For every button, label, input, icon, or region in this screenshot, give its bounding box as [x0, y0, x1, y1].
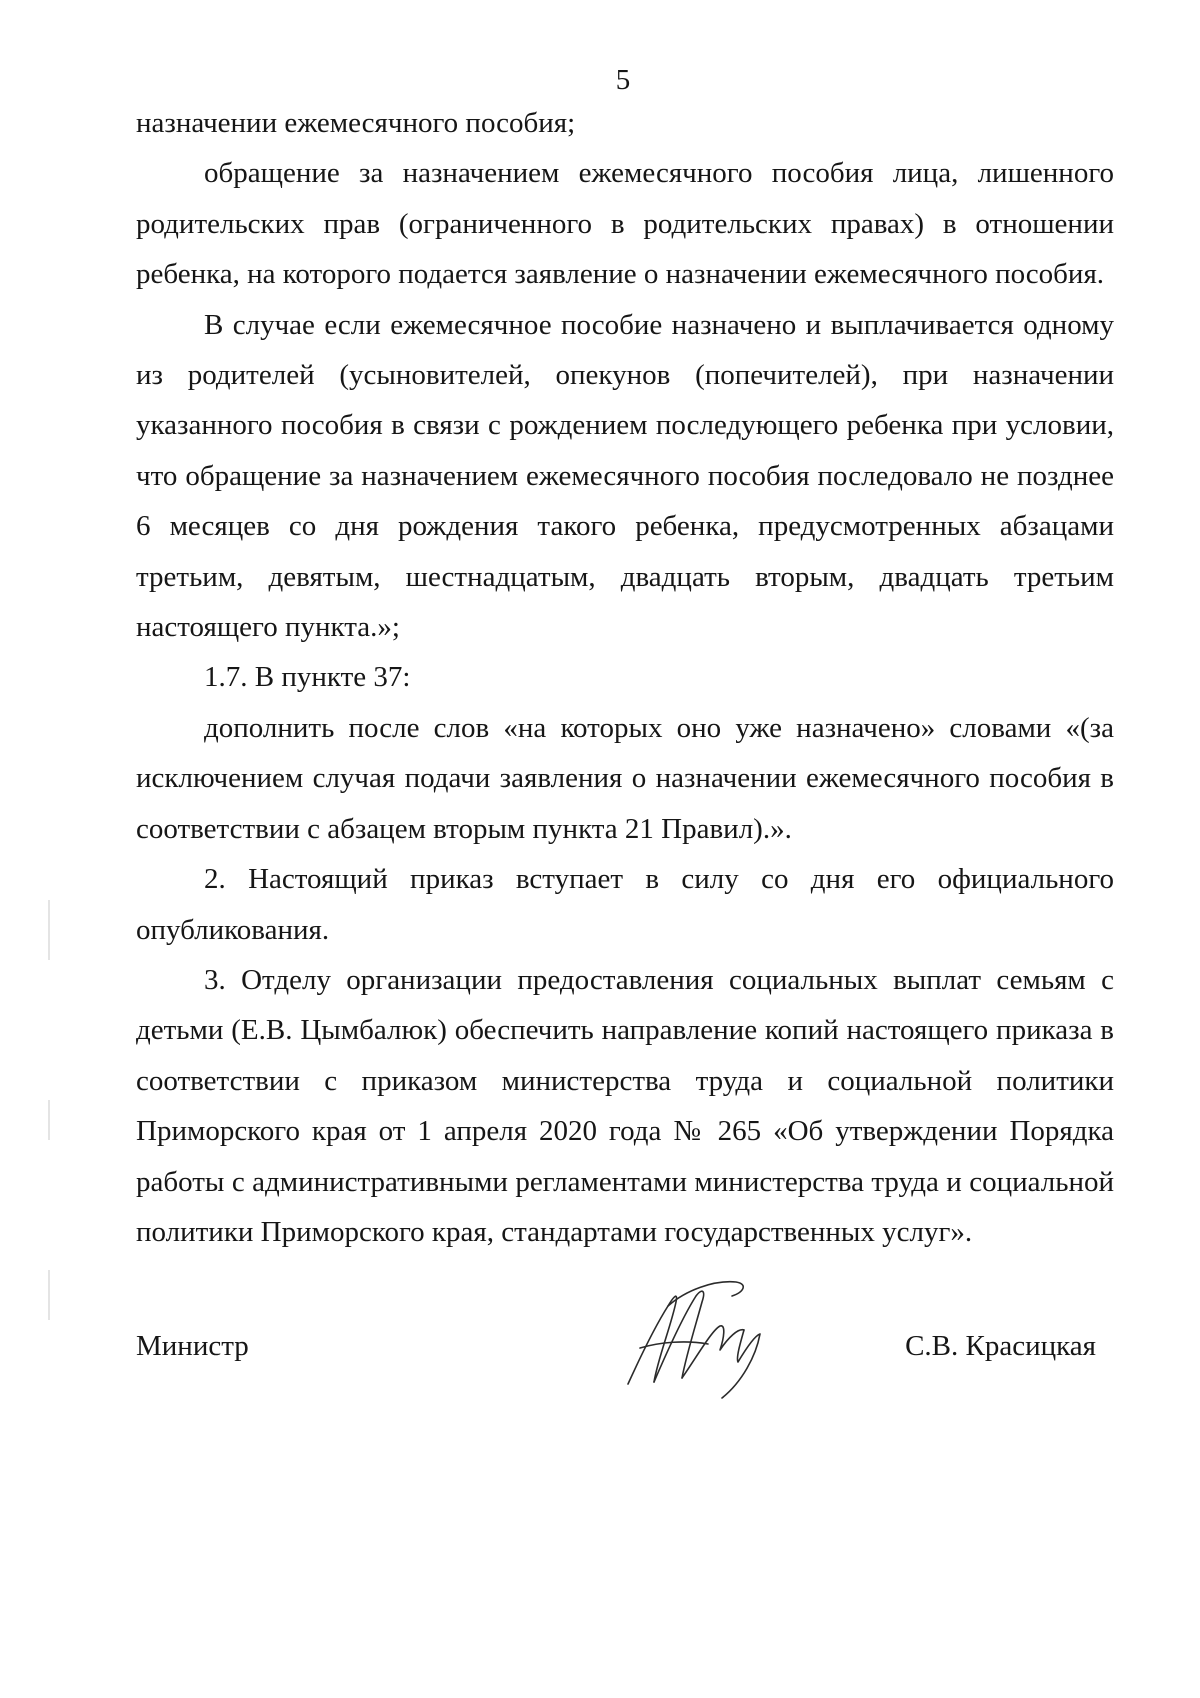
paragraph-subsequent-child: В случае если ежемесячное пособие назначено и выплачивается одному из родителей (усыновителей, опекунов (попечителей), при назначении указанного пособия в связи с рождением последующего ребенка при условии, что обращение за назначением ежемесячного пособия последовало не позднее 6 месяцев со дня рождения такого ребенка, предусмотренных абзацами третьим, девятым, шестнадцатым, двадцать вторым, двадцать третьим настоящего пункта.»; [136, 308, 1114, 644]
signer-name: С.В. Красицкая [905, 1330, 1096, 1362]
paragraph-continuation: назначении ежемесячного пособия; [136, 107, 576, 139]
paragraph-clause-3: 3. Отделу организации предоставления социальных выплат семьям с детьми (Е.В. Цымбалюк) обеспечить направление копий настоящего приказа в соответствии с приказом министерства труда и социальной политики Приморского края от 1 апреля 2020 года № 265 «Об утверждении Порядка работы с административными регламентами министерства труда и социальной политики Приморского края, стандартами государственных услуг». [136, 963, 1114, 1248]
paragraph-deprived-rights: обращение за назначением ежемесячного пособия лица, лишенного родительских прав (ограниченного в родительских правах) в отношении ребенка, на которого подается заявление о назначении ежемесячного пособия. [136, 157, 1114, 291]
paragraph-amendment: дополнить после слов «на которых оно уже назначено» словами «(за исключением случая подачи заявления о назначении ежемесячного пособия в соответствии с абзацем вторым пункта 21 Правил).». [136, 711, 1114, 845]
document-body [136, 98, 1114, 1257]
signer-position: Министр [136, 1330, 249, 1362]
paragraph-clause-2: 2. Настоящий приказ вступает в силу со дня его официального опубликования. [136, 863, 1114, 946]
scan-artifact [48, 900, 50, 960]
signature-block [136, 1316, 1114, 1376]
paragraph-clause-1-7: 1.7. В пункте 37: [204, 661, 411, 694]
page-number: 5 [615, 64, 631, 96]
handwritten-signature [616, 1266, 786, 1406]
scan-artifact [48, 1270, 50, 1320]
scan-artifact [48, 1100, 50, 1140]
